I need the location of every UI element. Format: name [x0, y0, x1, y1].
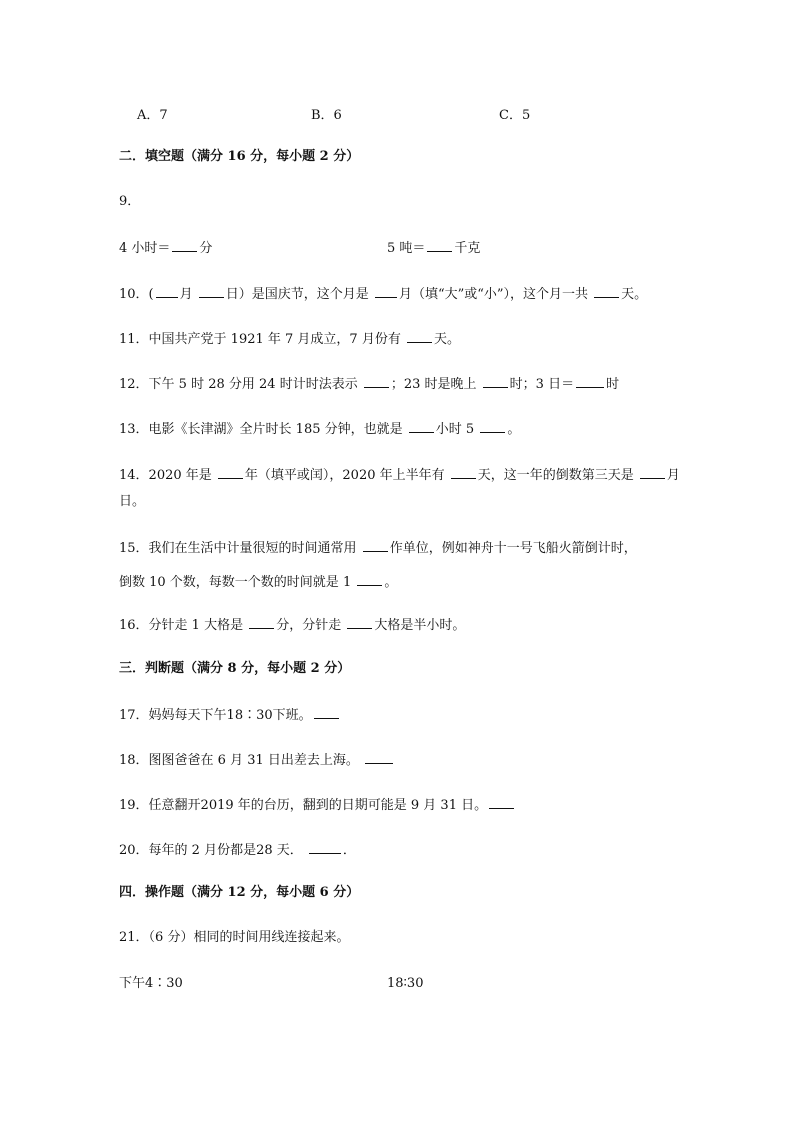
answer-blank[interactable]	[480, 420, 505, 433]
answer-blank[interactable]	[249, 616, 274, 629]
answer-blank[interactable]	[199, 285, 224, 298]
answer-blank[interactable]	[483, 375, 508, 388]
answer-blank[interactable]	[409, 420, 434, 433]
section-4-heading: 四．操作题（满分 12 分，每小题 6 分）	[119, 885, 360, 900]
answer-blank[interactable]	[365, 751, 393, 764]
question-17: 17．妈妈每天下午18∶30下班。	[119, 706, 341, 725]
answer-blank[interactable]	[407, 330, 432, 343]
question-13: 13．电影《长津湖》全片时长 185 分钟，也就是 小时 5 。	[119, 422, 521, 437]
answer-blank[interactable]	[314, 706, 339, 719]
question-9-number: 9．	[119, 194, 141, 209]
question-9-part-a: 4 小时＝ 分	[119, 241, 213, 256]
option-b: B．6	[311, 108, 342, 123]
answer-blank[interactable]	[489, 796, 514, 809]
answer-blank[interactable]	[363, 539, 388, 552]
question-19: 19．任意翻开2019 年的台历，翻到的日期可能是 9 月 31 日。	[119, 796, 516, 815]
question-14: 14．2020 年是 年（填平或闰），2020 年上半年有 天，这一年的倒数第三天是 月	[119, 468, 680, 483]
answer-blank[interactable]	[640, 466, 665, 479]
question-15-continued: 倒数 10 个数，每数一个数的时间就是 1 。	[119, 575, 398, 590]
answer-blank[interactable]	[576, 375, 604, 388]
answer-blank[interactable]	[451, 466, 476, 479]
question-20: 20．每年的 2 月份都是28 天． ．	[119, 843, 356, 858]
option-a: A．7	[137, 108, 168, 123]
section-3-heading: 三．判断题（满分 8 分，每小题 2 分）	[119, 661, 351, 676]
answer-blank[interactable]	[309, 841, 341, 854]
answer-blank[interactable]	[218, 466, 243, 479]
match-left-item[interactable]: 下午4∶30	[119, 976, 183, 991]
question-21: 21．（6 分）相同的时间用线连接起来。	[119, 930, 350, 945]
match-right-item[interactable]: 18∶30	[387, 976, 424, 991]
answer-blank[interactable]	[594, 285, 619, 298]
answer-blank[interactable]	[172, 239, 197, 252]
answer-blank[interactable]	[156, 285, 178, 298]
question-18: 18．图图爸爸在 6 月 31 日出差去上海。	[119, 751, 395, 770]
question-16: 16．分针走 1 大格是 分，分针走 大格是半小时。	[119, 618, 466, 633]
answer-blank[interactable]	[427, 239, 452, 252]
question-11: 11．中国共产党于 1921 年 7 月成立，7 月份有 天。	[119, 332, 460, 347]
option-c: C．5	[499, 108, 531, 123]
section-2-heading: 二．填空题（满分 16 分，每小题 2 分）	[119, 149, 360, 164]
question-10: 10．( 月 日）是国庆节，这个月是 月（填“大”或“小”），这个月一共 天。	[119, 287, 648, 302]
question-9-part-b: 5 吨＝ 千克	[387, 241, 481, 256]
answer-blank[interactable]	[357, 573, 382, 586]
question-15: 15．我们在生活中计量很短的时间通常用 作单位，例如神舟十一号飞船火箭倒计时，	[119, 541, 637, 556]
question-14-continued: 日。	[119, 494, 146, 509]
answer-blank[interactable]	[375, 285, 397, 298]
question-12: 12．下午 5 时 28 分用 24 时计时法表示 ；23 时是晚上 时；3 日＝ 时	[119, 377, 620, 392]
answer-blank[interactable]	[364, 375, 389, 388]
answer-blank[interactable]	[347, 616, 372, 629]
